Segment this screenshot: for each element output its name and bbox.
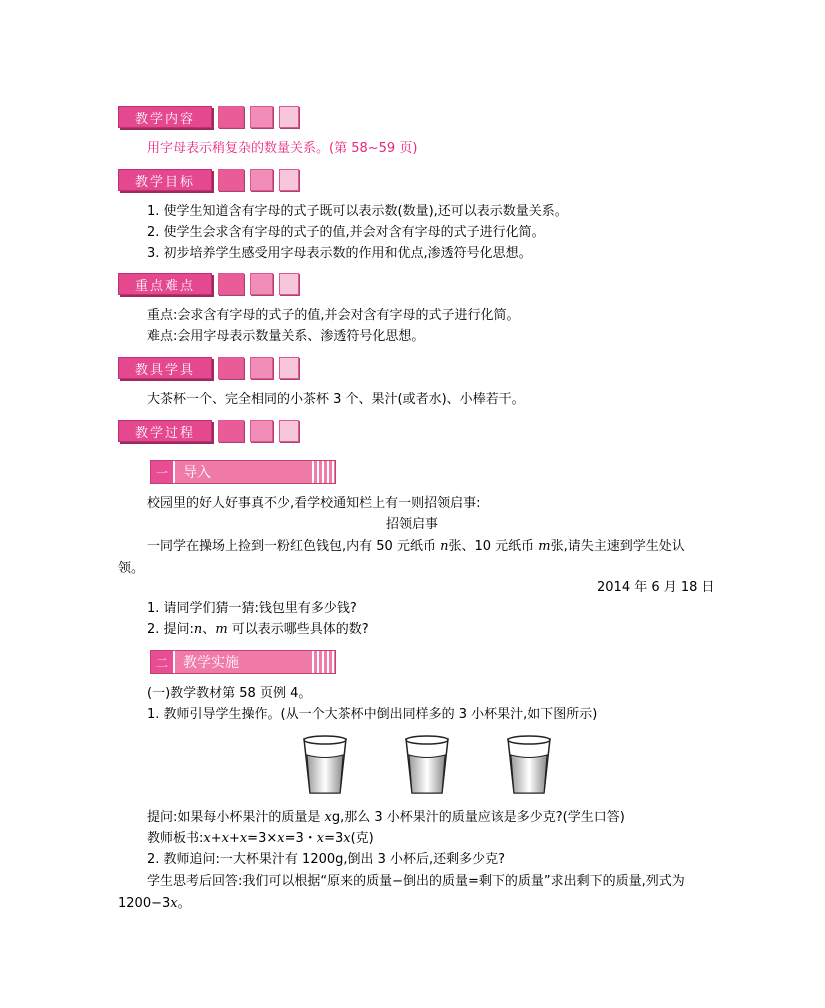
notice-text: 张,请失主速到学生处认领。 — [118, 539, 685, 576]
difficulty-text: 难点:会用字母表示数量关系、渗透符号化思想。 — [147, 329, 425, 344]
decor-square — [279, 169, 299, 191]
subheader-title: 教学实施 — [175, 651, 309, 673]
step-1: 1. 教师引导学生操作。(从一个大茶杯中倒出同样多的 3 小杯果汁,如下图所示) — [147, 707, 598, 722]
decor-square — [250, 106, 273, 128]
decor-square — [279, 273, 299, 295]
formula: x+x+x — [203, 831, 248, 846]
question-text: 提问:如果每小杯果汁的质量是 — [147, 810, 325, 825]
var-x: x — [277, 831, 285, 846]
cup-icon — [406, 736, 448, 793]
var-n: n — [440, 539, 449, 554]
board-text: (克) — [350, 831, 374, 846]
question-2 — [147, 620, 369, 640]
cup-icon — [508, 736, 550, 793]
subheader-number: 一 — [151, 461, 175, 483]
notice-title: 招领启事 — [386, 517, 439, 532]
decor-square — [250, 273, 273, 295]
keypoint-text: 重点:会求含有字母的式子的值,并会对含有字母的式子进行化简。 — [147, 308, 520, 323]
board-writing — [147, 829, 374, 849]
decor-square — [279, 106, 299, 128]
decor-square — [250, 420, 273, 442]
cup-icon — [304, 736, 346, 793]
section-header-content — [118, 106, 299, 128]
section-label: 教学过程 — [118, 420, 212, 442]
decor-square — [218, 357, 244, 379]
step-2: 2. 教师追问:一大杯果汁有 1200g,倒出 3 小杯后,还剩多少克? — [147, 852, 506, 867]
content-text: 用字母表示稍复杂的数量关系。(第 58~59 页) — [147, 141, 418, 156]
notice-text: 张、10 元纸币 — [448, 539, 539, 554]
decor-square — [218, 106, 244, 128]
question-mass — [147, 808, 625, 828]
question-1: 1. 请同学们猜一猜:钱包里有多少钱? — [147, 601, 357, 616]
var-x: x — [324, 810, 332, 825]
decor-square — [279, 357, 299, 379]
section-header-tools — [118, 357, 299, 379]
decor-stripes — [309, 651, 335, 673]
var-m: m — [538, 539, 551, 554]
var-x: x — [170, 896, 178, 911]
juice-cups-illustration — [300, 735, 560, 797]
intro-text: 校园里的好人好事真不少,看学校通知栏上有一则招领启事: — [147, 496, 481, 511]
section-header-process — [118, 420, 299, 442]
var-m: m — [215, 622, 228, 637]
subheader-number: 二 — [151, 651, 175, 673]
board-text: =3・ — [284, 831, 317, 846]
var-n: n — [193, 622, 203, 637]
subheader-intro — [150, 460, 336, 484]
question-text: g,那么 3 小杯果汁的质量应该是多少克?(学生口答) — [331, 810, 625, 825]
notice-text: 一同学在操场上捡到一粉红色钱包,内有 50 元纸币 — [147, 539, 441, 554]
answer-text: 学生思考后回答:我们可以根据“原来的质量−倒出的质量=剩下的质量”求出剩下的质量,列式为 1200−3 — [118, 874, 685, 911]
decor-square — [218, 169, 244, 191]
notice-date: 2014 年 6 月 18 日 — [597, 580, 715, 595]
question-text: 、 — [202, 622, 216, 637]
question-text: 2. 提问: — [147, 622, 194, 637]
goal-item: 2. 使学生会求含有字母的式子的值,并会对含有字母的式子进行化简。 — [147, 225, 545, 240]
section-header-goals — [118, 169, 299, 191]
student-answer — [118, 871, 708, 915]
section-label: 教学内容 — [118, 106, 212, 128]
section-label: 教学目标 — [118, 169, 212, 191]
var-x: x — [316, 831, 325, 846]
section-header-keypoints — [118, 273, 299, 295]
notice-body — [118, 536, 708, 580]
decor-square — [250, 169, 273, 191]
section-label: 教具学具 — [118, 357, 212, 379]
goal-item: 3. 初步培养学生感受用字母表示数的作用和优点,渗透符号化思想。 — [147, 246, 532, 261]
decor-square — [218, 273, 244, 295]
decor-square — [218, 420, 244, 442]
decor-square — [279, 420, 299, 442]
board-text: =3× — [247, 831, 278, 846]
var-x: x — [343, 831, 351, 846]
answer-text: 。 — [177, 896, 191, 911]
subheader-title: 导入 — [175, 461, 309, 483]
section-label: 重点难点 — [118, 273, 212, 295]
goal-item: 1. 使学生知道含有字母的式子既可以表示数(数量),还可以表示数量关系。 — [147, 204, 568, 219]
example-line: (一)教学教材第 58 页例 4。 — [147, 686, 312, 701]
board-text: =3 — [324, 831, 344, 846]
tools-text: 大茶杯一个、完全相同的小茶杯 3 个、果汁(或者水)、小棒若干。 — [147, 392, 525, 407]
board-text: 教师板书: — [147, 831, 204, 846]
decor-stripes — [309, 461, 335, 483]
question-text: 可以表示哪些具体的数? — [227, 622, 369, 637]
decor-square — [250, 357, 273, 379]
subheader-implementation — [150, 650, 336, 674]
